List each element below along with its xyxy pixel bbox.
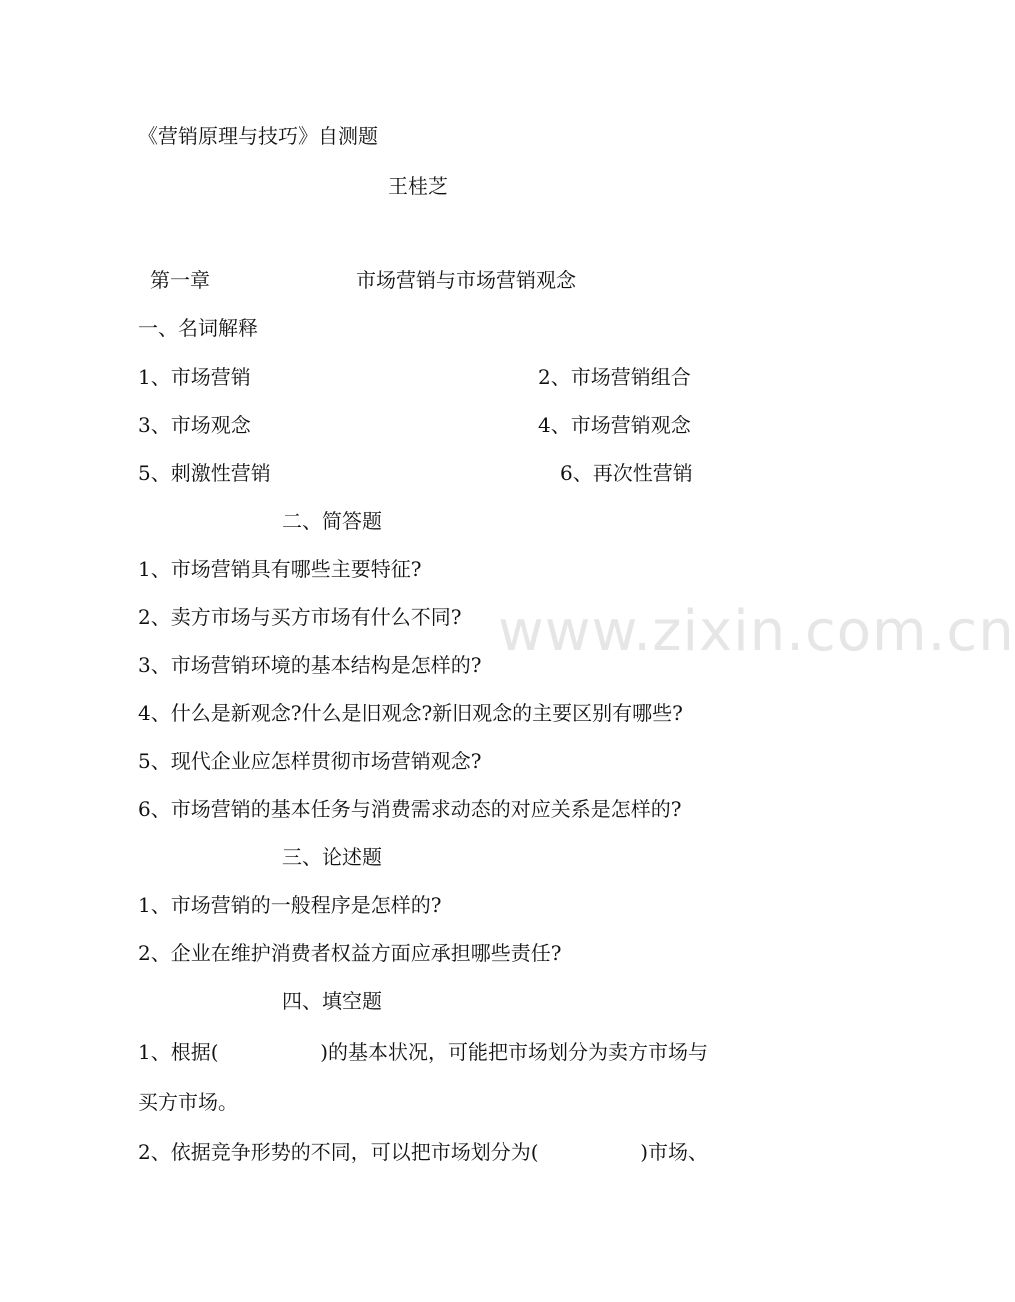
question-item: 2、卖方市场与买方市场有什么不同? (138, 605, 462, 629)
term-item: 6、再次性营销 (560, 461, 693, 485)
question-item: 1、市场营销的一般程序是怎样的? (138, 893, 442, 917)
section-heading-essay: 三、论述题 (282, 845, 382, 869)
question-item: 1、市场营销具有哪些主要特征? (138, 557, 422, 581)
fill-blank-item: 2、依据竞争形势的不同，可以把市场划分为( )市场、 (138, 1140, 709, 1164)
question-item: 6、市场营销的基本任务与消费需求动态的对应关系是怎样的? (138, 797, 682, 821)
question-item: 5、现代企业应怎样贯彻市场营销观念? (138, 749, 482, 773)
document-title: 《营销原理与技巧》自测题 (138, 124, 378, 148)
fill-blank-item: 1、根据( )的基本状况，可能把市场划分为卖方市场与 (138, 1040, 709, 1064)
term-item: 2、市场营销组合 (538, 365, 691, 389)
chapter-name: 市场营销与市场营销观念 (356, 268, 576, 292)
section-heading-fill-blank: 四、填空题 (282, 989, 382, 1013)
question-item: 2、企业在维护消费者权益方面应承担哪些责任? (138, 941, 562, 965)
question-item: 3、市场营销环境的基本结构是怎样的? (138, 653, 482, 677)
term-item: 5、刺激性营销 (138, 461, 271, 485)
watermark: www.zixin.com.cn (498, 599, 1015, 664)
term-item: 3、市场观念 (138, 413, 251, 437)
section-heading-short-answer: 二、简答题 (282, 509, 382, 533)
term-item: 4、市场营销观念 (538, 413, 691, 437)
fill-blank-item: 买方市场。 (138, 1090, 238, 1114)
term-item: 1、市场营销 (138, 365, 251, 389)
document-author: 王桂芝 (388, 174, 448, 198)
question-item: 4、什么是新观念?什么是旧观念?新旧观念的主要区别有哪些? (138, 701, 683, 725)
chapter-label: 第一章 (150, 268, 210, 292)
section-heading-terms: 一、名词解释 (138, 316, 258, 340)
